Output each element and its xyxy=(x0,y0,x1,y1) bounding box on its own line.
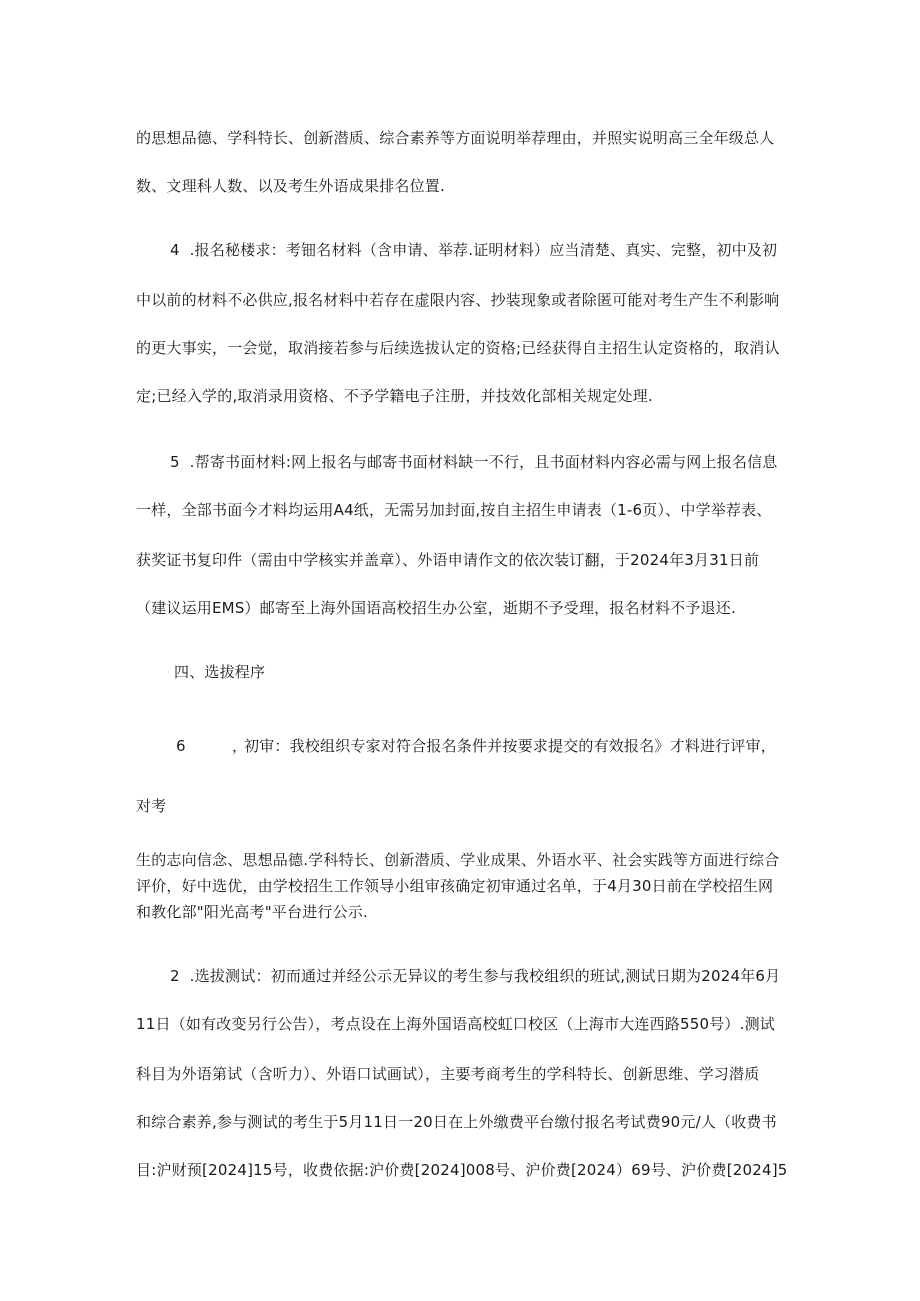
item-6-line-2: 对考 xyxy=(136,797,167,815)
item-4-line-2: 中以前的材料不必供应,报名材料中若存在虚限内容、抄装现象或者除匿可能对考生产生不利影响 xyxy=(136,291,780,309)
review-line-2: 评价，好中选优，由学校招生工作领导小组审孩确定初审通过名单，于4月30日前在学校招生网 xyxy=(136,877,774,895)
para-3-line-1: 的思想品德、学科特长、创新潜质、综合素养等方面说明举荐理由，并照实说明高三全年级总人 xyxy=(136,129,775,147)
item-5-line-3: 获奖证书复印件（需由中学核实并盖章）、外语申请作文的依次装订翻，于2024年3月31日前 xyxy=(136,551,760,569)
item-2-line-4: 和综合素养,参与测试的考生于5月11日一20日在上外缴费平台缴付报名考试费90元/人（收费书 xyxy=(136,1113,777,1131)
item-6-line-1: 初审：我校组织专家对符合报名条件并按要求提交的有效报名》才料进行评审， xyxy=(244,737,777,755)
item-2-line-1: 2 .选拔测试：初而通过并经公示无异议的考生参与我校组织的班试,测试日期为2024年6月 xyxy=(170,967,781,985)
item-4-line-4: 定;已经入学的,取消录用资格、不予学籍电子注册，并技效化部相关规定处理. xyxy=(136,387,653,405)
item-5-line-4: （建议运用EMS）邮寄至上海外国语高校招生办公室，逝期不予受理，报名材料不予退还. xyxy=(136,599,736,617)
item-4-line-3: 的更大事实，一会觉，取消接若参与后续选拔认定的资格;已经获得自主招生认定资格的，取消认 xyxy=(136,339,780,357)
item-2-line-3: 科目为外语第试（含听力）、外语口试画试），主要考商考生的学科特长、创新思维、学习潜质 xyxy=(136,1065,760,1083)
item-2-line-5: 目:沪财预[2024]15号，收费依据:沪价费[2024]008号、沪价费[2024）69号、沪价费[2024]5 xyxy=(136,1161,788,1179)
para-3-line-2: 数、文理科人数、以及考生外语成果排名位置. xyxy=(136,177,445,195)
review-line-1: 生的志向信念、思想品德.学科特长、创新潜质、学业成果、外语水平、社会实践等方面进行综合 xyxy=(136,851,780,869)
item-5-line-2: 一样，全部书面今才料均运用A4纸，无需另加封面,按自主招生申请表（1-6页）、中学举荐表、 xyxy=(136,501,772,519)
item-2-line-2: 11日（如有改变另行公告），考点设在上海外国语高校虹口校区（上海市大连西路550号）.测试 xyxy=(136,1015,775,1033)
item-5-line-1: 5 .帮寄书面材料:网上报名与邮寄书面材料缺一不行，且书面材料内容必需与网上报名信息 xyxy=(170,453,778,471)
review-line-3: 和教化部"阳光高考"平台进行公示. xyxy=(136,903,368,921)
item-4-line-1: 4 .报名秘楼求：考钿名材料（含申请、举荐.证明材料）应当清楚、真实、完整，初中及初 xyxy=(170,241,778,259)
section-heading-selection: 四、选拔程序 xyxy=(174,663,266,681)
item-6-number: 6 xyxy=(176,737,186,755)
item-6-comma: ， xyxy=(232,737,248,755)
